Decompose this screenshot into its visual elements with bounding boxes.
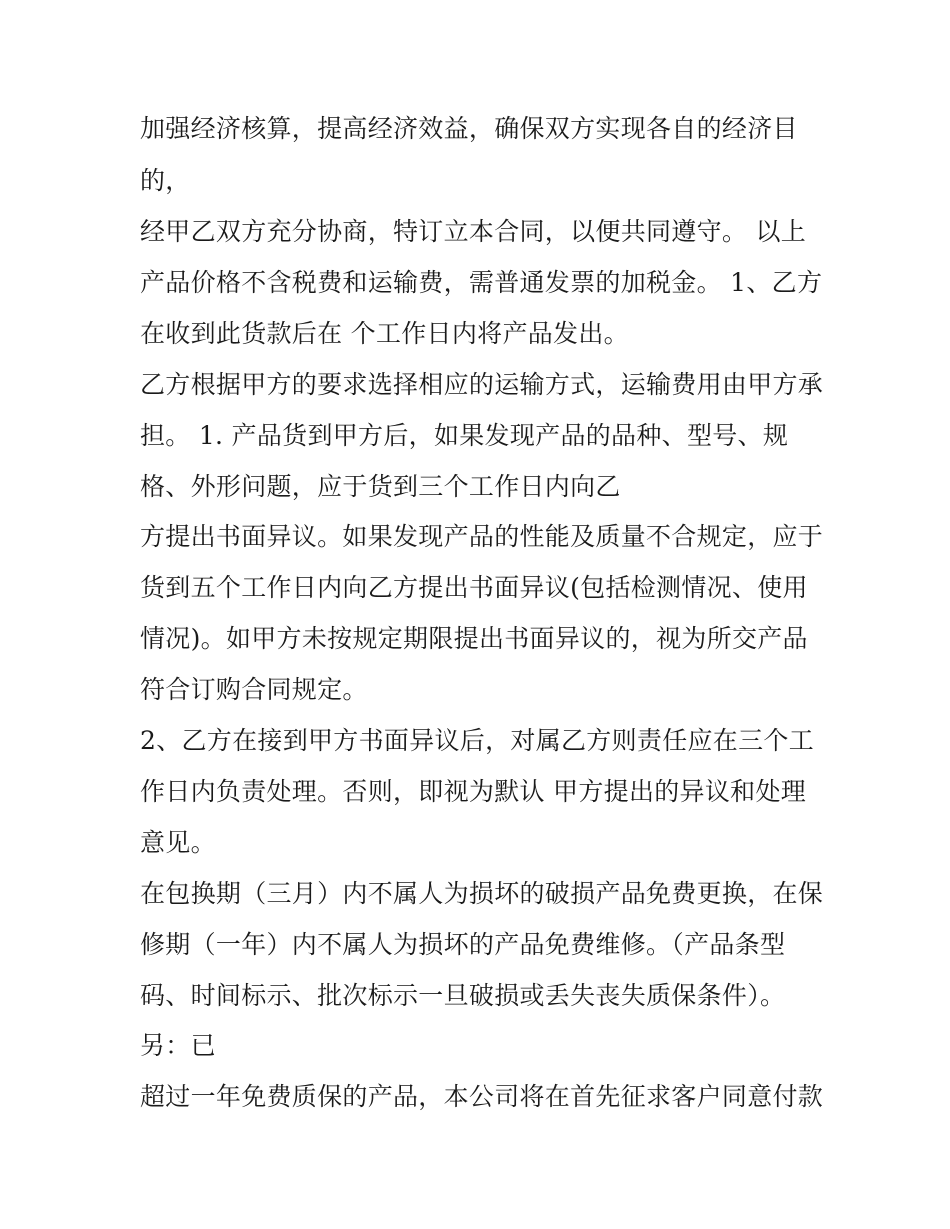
text-line: 在包换期（三月）内不属人为损坏的破损产品免费更换，在保 [140, 879, 824, 908]
text-line: 符合订购合同规定。 [140, 675, 368, 704]
text-line: 货到五个工作日内向乙方提出书面异议(包括检测情况、使用 [140, 573, 808, 602]
text-line: 码、时间标示、批次标示一旦破损或丢失丧失质保条件）。 [140, 981, 786, 1010]
text-line: 方提出书面异议。如果发现产品的性能及质量不合规定，应于 [140, 522, 824, 551]
text-line: 产品价格不含税费和运输费，需普通发票的加税金。 1、乙方 [140, 268, 823, 297]
text-line: 在收到此货款后在 个工作日内将产品发出。 [140, 319, 629, 348]
text-line: 另：已 [140, 1031, 216, 1060]
text-line: 加强经济核算，提高经济效益，确保双方实现各自的经济目 [140, 114, 798, 143]
text-line: 的， [140, 166, 191, 195]
text-line: 2、乙方在接到甲方书面异议后，对属乙方则责任应在三个工 [140, 726, 815, 755]
text-line: 修期（一年）内不属人为损坏的产品免费维修。（产品条型 [140, 930, 786, 959]
text-line: 担。 1. 产品货到甲方后，如果发现产品的品种、型号、规 [140, 421, 789, 450]
text-line: 意见。 [140, 828, 216, 857]
text-line: 乙方根据甲方的要求选择相应的运输方式，运输费用由甲方承 [140, 370, 824, 399]
text-line: 超过一年免费质保的产品，本公司将在首先征求客户同意付款 [140, 1082, 824, 1111]
text-line: 作日内负责处理。否则，即视为默认 甲方提出的异议和处理 [140, 777, 807, 806]
text-line: 情况)。如甲方未按规定期限提出书面异议的，视为所交产品 [140, 624, 808, 653]
text-line: 经甲乙双方充分协商，特订立本合同，以便共同遵守。 以上 [140, 217, 807, 246]
text-line: 格、外形问题，应于货到三个工作日内向乙 [140, 472, 621, 501]
